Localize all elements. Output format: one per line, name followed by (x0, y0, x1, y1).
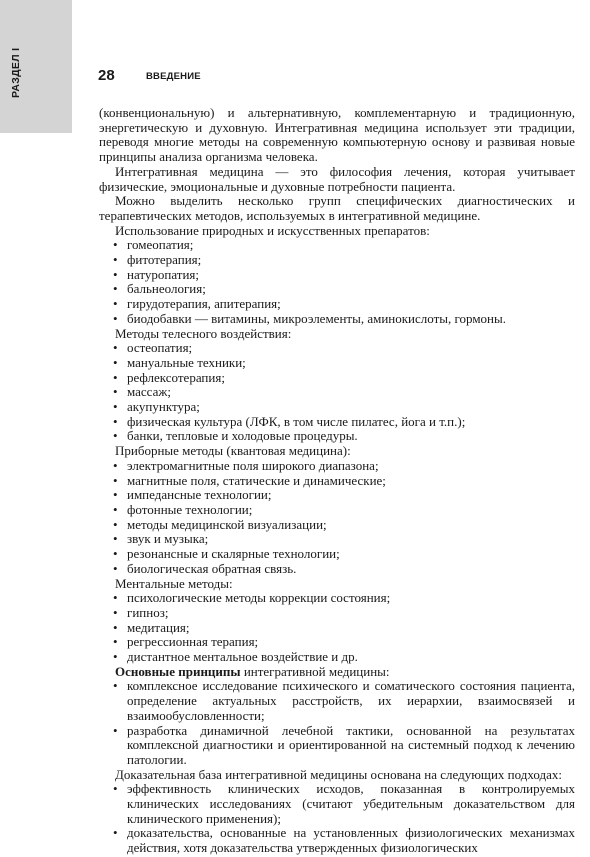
list-item: • рефлексотерапия; (99, 371, 575, 386)
list-item: • биологическая обратная связь. (99, 562, 575, 577)
list-item: • остеопатия; (99, 341, 575, 356)
principles-rest: интегративной медицины: (240, 663, 390, 679)
list-item: • акупунктура; (99, 400, 575, 415)
section-tab (0, 0, 72, 133)
list-item: • доказательства, основанные на установленных физиологических механизмах действия, хотя доказательства утвержденных физиологических (99, 826, 575, 855)
group-heading-body: Методы телесного воздействия: (115, 325, 292, 341)
list-item: • биодобавки — витамины, микроэлементы, аминокислоты, гормоны. (99, 312, 575, 327)
list-natural (99, 238, 575, 326)
list-principles (99, 679, 575, 767)
paragraph-definition: Интегративная медицина — это философия лечения, которая учитывает физические, эмоциональные и духовные потребности пациента. (99, 163, 575, 194)
list-item: • фитотерапия; (99, 253, 575, 268)
list-item: • медитация; (99, 621, 575, 636)
group-heading-instrumental: Приборные методы (квантовая медицина): (115, 443, 351, 459)
list-item: • эффективность клинических исходов, показанная в контролируемых клинических исследованиях (считают убедительным доказательством для клинического применения); (99, 782, 575, 826)
list-item: • гирудотерапия, апитерапия; (99, 297, 575, 312)
list-item: • фотонные технологии; (99, 503, 575, 518)
list-item: • банки, тепловые и холодовые процедуры. (99, 429, 575, 444)
principles-heading (99, 665, 575, 680)
list-item: • магнитные поля, статические и динамические; (99, 474, 575, 489)
list-item: • натуропатия; (99, 268, 575, 283)
principles-lead: Основные принципы (115, 663, 241, 679)
list-evidence (99, 782, 575, 856)
evidence-heading: Доказательная база интегративной медицины основана на следующих подходах: (115, 766, 562, 782)
list-item: • разработка динамичной лечебной тактики, основанной на результатах комплексной диагностики и ориентированной на системный подход к лечению патологии. (99, 724, 575, 768)
list-item: • регрессионная терапия; (99, 635, 575, 650)
page-body (99, 106, 575, 856)
list-body (99, 341, 575, 444)
group-heading-natural: Использование природных и искусственных препаратов: (115, 222, 430, 238)
list-item: • методы медицинской визуализации; (99, 518, 575, 533)
list-item: • массаж; (99, 385, 575, 400)
section-label: РАЗДЕЛ I (10, 47, 22, 98)
paragraph-groups-intro: Можно выделить несколько групп специфических диагностических и терапевтических методов, используемых в интегративной медицине. (99, 193, 575, 223)
list-item: • дистантное ментальное воздействие и др. (99, 650, 575, 665)
list-item: • психологические методы коррекции состояния; (99, 591, 575, 606)
paragraph-continuation: (конвенциональную) и альтернативную, комплементарную и традиционную, энергетическую и духовную. Интегративная медицина использует эти традиции, переводя многие методы на современную компьютерную основу и развивая новые принципы анализа организма человека. (99, 105, 575, 165)
list-item: • гомеопатия; (99, 238, 575, 253)
list-item: • бальнеология; (99, 282, 575, 297)
group-heading-mental: Ментальные методы: (115, 575, 233, 591)
list-item: • резонансные и скалярные технологии; (99, 547, 575, 562)
list-item: • комплексное исследование психического и соматического состояния пациента, определение актуальных расстройств, их иерархии, взаимосвязей и взаимообусловленности; (99, 679, 575, 723)
running-title: ВВЕДЕНИЕ (146, 71, 201, 82)
list-item: • мануальные техники; (99, 356, 575, 371)
list-item: • гипноз; (99, 606, 575, 621)
list-item: • звук и музыка; (99, 532, 575, 547)
list-mental (99, 591, 575, 665)
page-number: 28 (98, 67, 115, 84)
list-item: • электромагнитные поля широкого диапазона; (99, 459, 575, 474)
list-item: • импедансные технологии; (99, 488, 575, 503)
list-instrumental (99, 459, 575, 577)
list-item: • физическая культура (ЛФК, в том числе пилатес, йога и т.п.); (99, 415, 575, 430)
